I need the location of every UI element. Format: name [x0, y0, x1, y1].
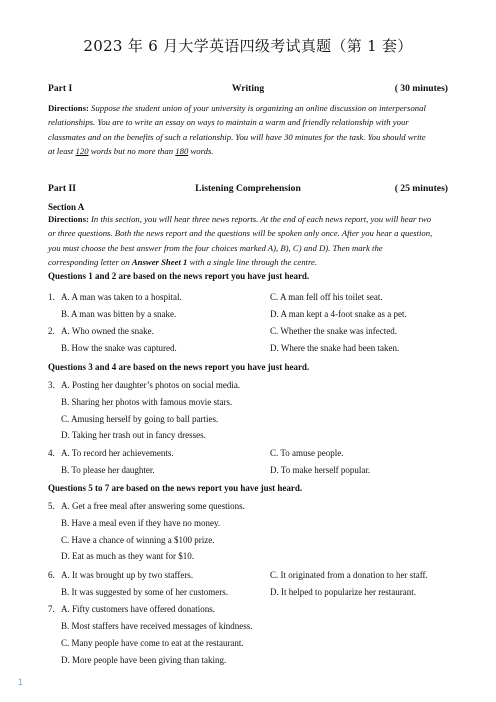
option-b: B. Sharing her photos with famous movie stars. — [61, 397, 233, 407]
option-c: C. Amusing herself by going to ball parties. — [61, 414, 219, 424]
part-1-directions — [48, 101, 449, 158]
option-d: D. More people have been giving than taking. — [61, 655, 227, 665]
option-a: A. A man was taken to a hospital. — [61, 292, 182, 302]
option-a: A. Posting her daughter’s photos on social media. — [61, 380, 241, 390]
directions-text: classmates and on the benefits of such a relationship. You will have 30 minutes for the task. You should write — [48, 131, 426, 142]
option-b: B. How the snake was captured. — [61, 343, 177, 353]
directions-text: In this section, you will hear three news reports. At the end of each news report, you will hear two — [88, 214, 432, 224]
part-2-name: Listening Comprehension — [195, 183, 301, 194]
question-number: 7. — [48, 604, 55, 614]
min-words: 120 — [75, 145, 89, 156]
question-number: 5. — [48, 501, 55, 511]
option-d: D. To make herself popular. — [270, 465, 371, 475]
option-c: C. To amuse people. — [270, 448, 344, 458]
option-b: B. To please her daughter. — [61, 465, 155, 475]
option-a: A. Fifty customers have offered donations. — [61, 604, 216, 614]
question-group-heading: Questions 3 and 4 are based on the news report you have just heard. — [48, 362, 310, 372]
directions-text: relationships. You are to write an essay on ways to maintain a warm and friendly relationship with your — [48, 117, 409, 128]
option-d: D. Where the snake had been taken. — [270, 343, 400, 353]
directions-label: Directions: — [48, 103, 89, 113]
question-number: 2. — [48, 326, 55, 336]
option-b: B. Have a meal even if they have no money. — [61, 518, 221, 528]
question-number: 4. — [48, 448, 55, 458]
directions-text: corresponding letter on — [48, 256, 132, 267]
page-title: 2023 年 6 月大学英语四级考试真题（第 1 套） — [83, 37, 413, 55]
part-1-label: Part I — [48, 83, 73, 94]
option-c: C. Many people have come to eat at the restaurant. — [61, 638, 244, 648]
part-2-time: ( 25 minutes) — [394, 183, 448, 194]
option-a: A. To record her achievements. — [61, 448, 174, 458]
part-2-label: Part II — [48, 183, 76, 194]
part-1-name: Writing — [231, 83, 265, 94]
part-1-time: ( 30 minutes) — [394, 83, 448, 94]
directions-text: at least — [48, 145, 76, 156]
directions-text: Suppose the student union of your university is organizing an online discussion on interpersonal — [88, 103, 426, 113]
directions-label: Directions: — [48, 214, 89, 224]
directions-text: or three questions. Both the news report and the questions will be spoken only once. After you hear a question, — [48, 228, 433, 239]
directions-text: words. — [188, 145, 214, 156]
option-c: C. Have a chance of winning a $100 prize. — [61, 535, 215, 545]
option-b: B. Most staffers have received messages of kindness. — [61, 621, 253, 631]
question-group-heading: Questions 1 and 2 are based on the news report you have just heard. — [48, 271, 310, 281]
option-b: B. It was suggested by some of her customers. — [61, 587, 228, 597]
part-2-header — [48, 183, 448, 197]
page-number: 1 — [18, 677, 24, 687]
question-number: 6. — [48, 570, 55, 580]
directions-text: words but no more than — [88, 145, 176, 156]
option-a: A. Get a free meal after answering some questions. — [61, 501, 245, 511]
question-number: 3. — [48, 380, 55, 390]
section-a-heading: Section A — [48, 202, 85, 212]
option-c: C. Whether the snake was infected. — [270, 326, 398, 336]
question-number: 1. — [48, 292, 55, 302]
max-words: 180 — [175, 145, 189, 156]
question-group-heading: Questions 5 to 7 are based on the news report you have just heard. — [48, 483, 303, 493]
option-b: B. A man was bitten by a snake. — [61, 309, 177, 319]
option-d: D. A man kept a 4-foot snake as a pet. — [270, 309, 407, 319]
option-d: D. Taking her trash out in fancy dresses. — [61, 430, 206, 440]
option-c: C. It originated from a donation to her staff. — [270, 570, 428, 580]
directions-text: with a single line through the centre. — [187, 256, 318, 267]
option-a: A. It was brought up by two staffers. — [61, 570, 194, 580]
part-1-header — [48, 83, 448, 97]
part-2-directions — [48, 212, 449, 269]
option-c: C. A man fell off his toilet seat. — [270, 292, 383, 302]
directions-text: you must choose the best answer from the four choices marked A), B), C) and D). Then mark the — [48, 242, 383, 253]
answer-sheet-label: Answer Sheet 1 — [131, 256, 188, 267]
option-d: D. Eat as much as they want for $10. — [61, 551, 194, 561]
option-a: A. Who owned the snake. — [61, 326, 154, 336]
option-d: D. It helped to popularize her restaurant. — [270, 587, 416, 597]
